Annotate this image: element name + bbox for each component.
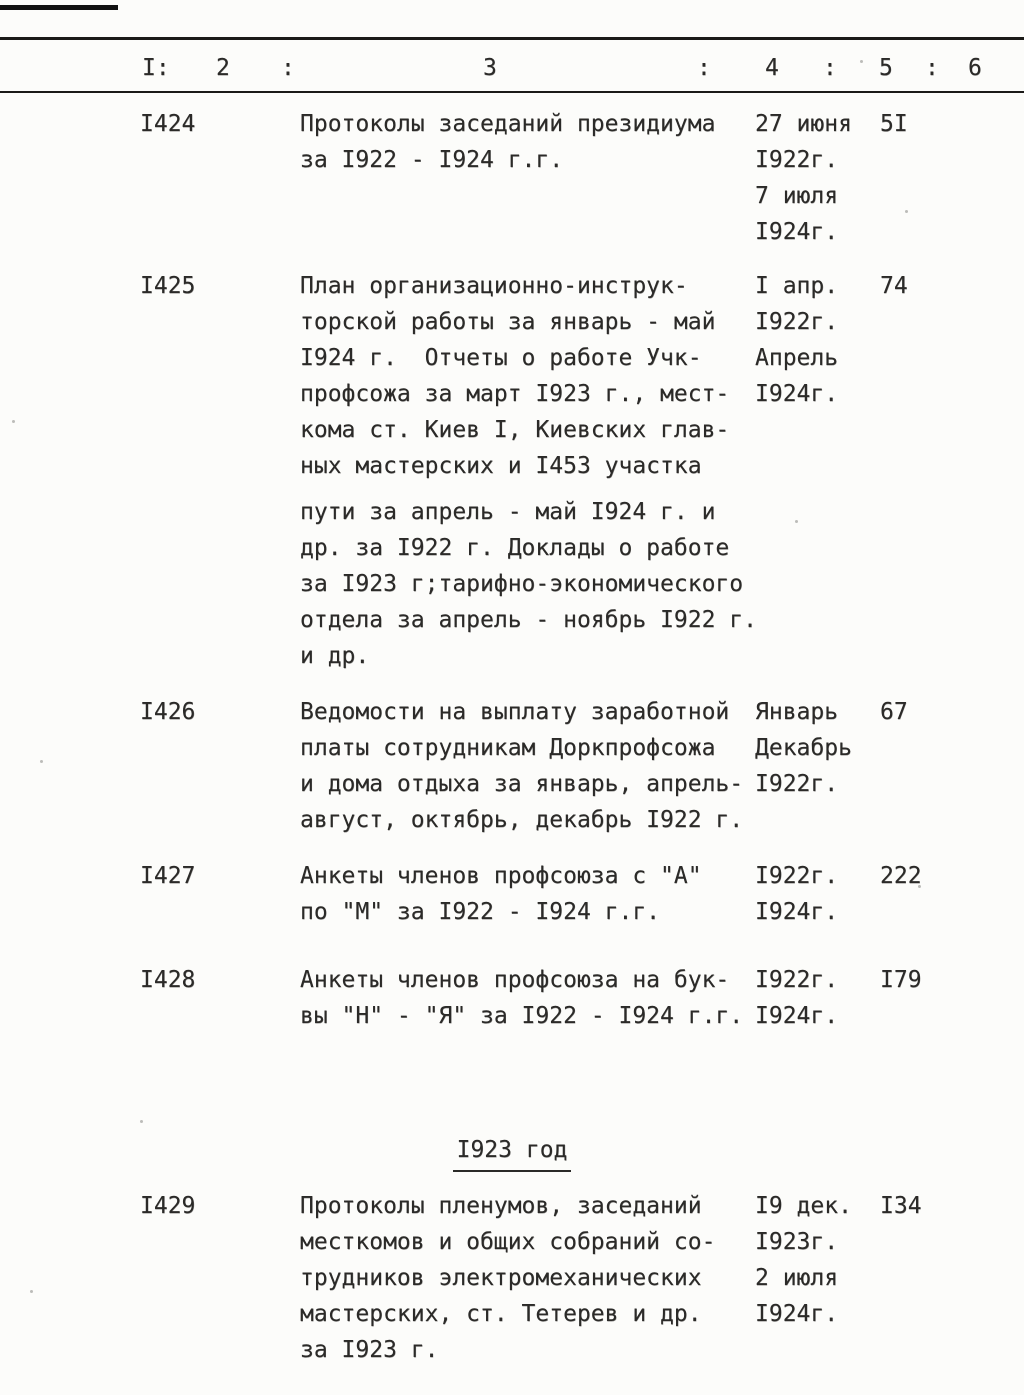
description-line: вы "Н" - "Я" за I922 - I924 г.г. — [300, 1003, 744, 1029]
description-line: Протоколы пленумов, заседаний — [300, 1193, 702, 1219]
entry-id: I429 — [140, 1193, 196, 1219]
description-line: и др. — [300, 643, 370, 669]
description-line: отдела за апрель - ноябрь I922 г. — [300, 607, 757, 633]
table-row — [140, 694, 955, 838]
scan-corner-mark — [0, 5, 118, 10]
table-row — [140, 1188, 955, 1368]
table-header-separator: : — [925, 55, 939, 81]
date-line: 2 июля — [755, 1265, 839, 1291]
entry-id: I426 — [140, 699, 196, 725]
scan-speck — [40, 760, 43, 763]
description-line: Анкеты членов профсоюза с "А" — [300, 863, 702, 889]
date-line: I924г. — [755, 219, 839, 245]
description-line: профсожа за март I923 г., мест- — [300, 381, 730, 407]
date-line: Январь — [755, 699, 839, 725]
scan-speck — [905, 210, 908, 213]
date-line: Апрель — [755, 345, 839, 371]
table-row — [140, 858, 955, 930]
section-heading-text: I923 год — [453, 1132, 572, 1172]
horizontal-rule-top — [0, 37, 1024, 40]
description-line: за I922 - I924 г.г. — [300, 147, 564, 173]
date-line: I922г. — [755, 147, 839, 173]
description-line: I924 г. Отчеты о работе Учк- — [300, 345, 702, 371]
entry-count: 5I — [880, 111, 908, 137]
scan-speck — [140, 1120, 143, 1123]
table-header-cell: 5 — [879, 55, 893, 81]
description-line: др. за I922 г. Доклады о работе — [300, 535, 730, 561]
description-line: за I923 г. — [300, 1337, 439, 1363]
date-line: 27 июня — [755, 111, 852, 137]
entry-count: 67 — [880, 699, 908, 725]
date-line: Декабрь — [755, 735, 852, 761]
description-line: и дома отдыха за январь, апрель- — [300, 771, 744, 797]
table-header-cell: 4 — [765, 55, 779, 81]
table-row — [140, 268, 955, 674]
table-header-separator: : — [281, 55, 295, 81]
table-header-separator: : — [823, 55, 837, 81]
description-line: за I923 г;тарифно-экономического — [300, 571, 744, 597]
date-line: I923г. — [755, 1229, 839, 1255]
date-line: I922г. — [755, 771, 839, 797]
scan-speck — [30, 1290, 33, 1293]
description-line: пути за апрель - май I924 г. и — [300, 499, 716, 525]
date-line: I924г. — [755, 899, 839, 925]
date-line: 7 июля — [755, 183, 839, 209]
description-line: ных мастерских и I453 участка — [300, 453, 702, 479]
entry-id: I424 — [140, 111, 196, 137]
date-line: I922г. — [755, 967, 839, 993]
description-line: Анкеты членов профсоюза на бук- — [300, 967, 730, 993]
entry-count: I79 — [880, 967, 922, 993]
entry-id: I425 — [140, 273, 196, 299]
description-line: по "М" за I922 - I924 г.г. — [300, 899, 661, 925]
description-line: мастерских, ст. Тетерев и др. — [300, 1301, 702, 1327]
date-line: I924г. — [755, 1301, 839, 1327]
date-line: I922г. — [755, 309, 839, 335]
entry-id: I428 — [140, 967, 196, 993]
entry-count: I34 — [880, 1193, 922, 1219]
description-line: кома ст. Киев I, Киевских глав- — [300, 417, 730, 443]
scan-speck — [12, 420, 15, 423]
section-heading — [0, 1132, 1024, 1172]
table-row — [140, 962, 955, 1034]
entry-count: 222 — [880, 863, 922, 889]
description-line: трудников электромеханических — [300, 1265, 702, 1291]
date-line: I9 дек. — [755, 1193, 852, 1219]
description-line: август, октябрь, декабрь I922 г. — [300, 807, 744, 833]
date-line: I922г. — [755, 863, 839, 889]
scan-speck — [860, 60, 863, 63]
table-header-cell: I: — [142, 55, 170, 81]
table-row — [140, 106, 955, 250]
entry-count: 74 — [880, 273, 908, 299]
description-line: План организационно-инструк- — [300, 273, 688, 299]
description-line: платы сотрудникам Доркпрофсожа — [300, 735, 716, 761]
description-line: месткомов и общих собраний со- — [300, 1229, 716, 1255]
table-header-separator: : — [697, 55, 711, 81]
table-header-row — [0, 50, 1024, 86]
description-line: торской работы за январь - май — [300, 309, 716, 335]
description-line: Ведомости на выплату заработной — [300, 699, 730, 725]
table-header-cell: 6 — [968, 55, 982, 81]
description-line: Протоколы заседаний президиума — [300, 111, 716, 137]
table-header-cell: 3 — [483, 55, 497, 81]
scan-speck — [918, 885, 921, 888]
date-line: I апр. — [755, 273, 839, 299]
horizontal-rule-header — [0, 91, 1024, 93]
scan-speck — [795, 520, 798, 523]
date-line: I924г. — [755, 381, 839, 407]
entry-id: I427 — [140, 863, 196, 889]
date-line: I924г. — [755, 1003, 839, 1029]
table-header-cell: 2 — [216, 55, 230, 81]
